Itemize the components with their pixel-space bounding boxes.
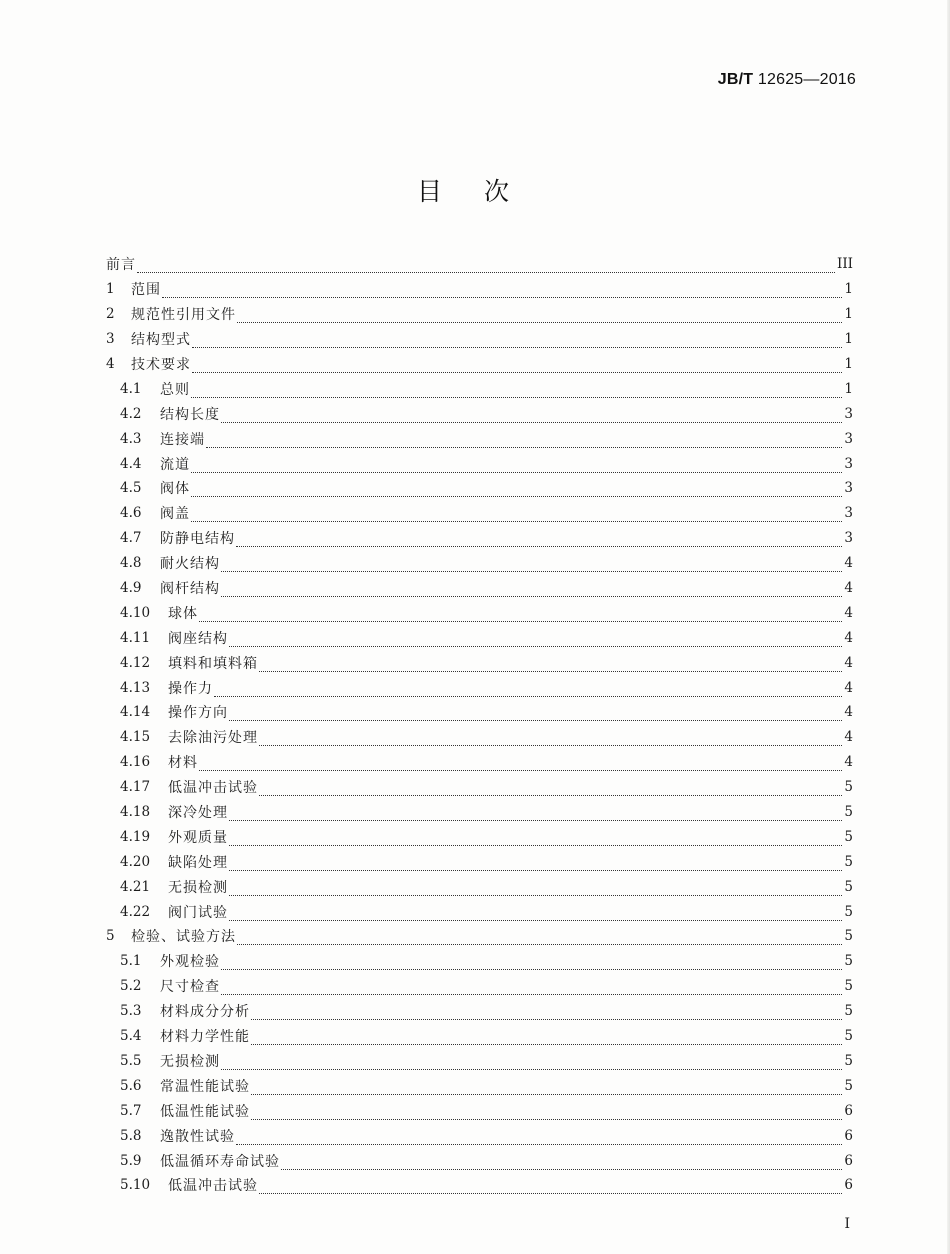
toc-entry-label: 尺寸检查 [160,979,220,996]
toc-entry-label: 结构型式 [131,332,191,349]
toc-entry[interactable] [106,426,853,451]
toc-entry-number: 4.11 [120,629,151,646]
toc-entry[interactable] [106,576,853,601]
toc-entry-label: 球体 [168,605,198,622]
toc-entry[interactable] [106,625,853,650]
toc-entry-label: 常温性能试验 [160,1078,250,1095]
toc-entry-page: 4 [844,604,853,621]
toc-entry-label: 低温循环寿命试验 [160,1153,280,1170]
toc-leader-dots [206,438,842,448]
toc-entry-number: 4.15 [120,729,151,746]
toc-entry-label: 材料 [168,755,198,772]
toc-leader-dots [191,463,842,473]
toc-leader-dots [191,512,842,522]
toc-entry-number: 4.6 [120,505,142,522]
toc-entry-number: 5.10 [120,1177,151,1194]
toc-entry-page: 5 [844,928,853,945]
toc-entry-label: 技术要求 [131,357,191,373]
toc-entry-page: 1 [844,380,853,397]
toc-entry-page: 5 [844,878,853,895]
toc-entry-number: 4.16 [120,754,151,771]
toc-entry[interactable] [106,277,853,302]
toc-entry-page: 4 [844,580,853,597]
standard-prefix: JB/T [717,71,754,88]
toc-entry-number: 5.3 [120,1003,142,1020]
toc-entry-number: 4.22 [120,903,151,920]
toc-entry-page: 5 [844,853,853,870]
toc-entry-label: 外观检验 [160,954,220,971]
toc-entry-label: 阀座结构 [168,630,228,647]
toc-entry-page: 3 [844,455,853,472]
toc-leader-dots [237,935,842,945]
toc-entry[interactable] [106,924,853,949]
page-title: 目次 [416,177,551,206]
toc-entry-number: 4.21 [120,878,151,895]
toc-entry-label: 连接端 [160,431,205,448]
toc-leader-dots [251,1110,842,1120]
toc-entry-number: 4.8 [120,555,142,572]
toc-entry-label: 耐火结构 [160,556,220,573]
toc-entry-page: III [837,256,853,273]
toc-leader-dots [199,761,842,771]
toc-entry[interactable] [106,376,853,401]
toc-entry-label: 阀杆结构 [160,581,220,598]
toc-entry-number: 5.1 [120,953,142,970]
toc-entry-label: 检验、试验方法 [131,929,236,946]
toc-entry-page: 4 [844,754,853,771]
toc-entry[interactable] [106,252,853,277]
toc-entry[interactable] [106,849,853,874]
toc-entry-number: 4.5 [120,480,142,497]
toc-leader-dots [259,1184,842,1194]
toc-entry[interactable] [106,1073,853,1098]
toc-entry[interactable] [106,675,853,700]
toc-leader-dots [229,886,842,896]
toc-entry-label: 材料成分分析 [160,1004,250,1021]
toc-leader-dots [251,1085,842,1095]
toc-entry-label: 低温性能试验 [160,1103,250,1120]
toc-entry-label: 低温冲击试验 [168,1178,258,1195]
toc-entry-page: 5 [844,1003,853,1020]
toc-entry-number: 5.2 [120,978,142,995]
toc-entry[interactable] [106,1049,853,1074]
toc-entry-page: 1 [844,331,853,348]
toc-leader-dots [221,562,842,572]
toc-leader-dots [221,985,842,995]
toc-entry-label: 逸散性试验 [160,1128,235,1145]
toc-leader-dots [214,687,842,697]
toc-entry-number: 5.8 [120,1127,142,1144]
toc-entry[interactable] [106,352,853,377]
toc-entry-page: 3 [844,505,853,522]
table-of-contents [106,252,853,1198]
toc-leader-dots [221,587,842,597]
toc-leader-dots [229,861,842,871]
toc-entry-label: 总则 [160,381,190,398]
toc-entry[interactable] [106,750,853,775]
toc-entry-number: 4.13 [120,679,151,696]
toc-entry-page: 5 [844,1077,853,1094]
toc-leader-dots [192,338,842,348]
toc-entry[interactable] [106,800,853,825]
toc-entry-page: 5 [844,903,853,920]
toc-entry-page: 5 [844,978,853,995]
toc-leader-dots [259,786,842,796]
toc-entry-page: 5 [844,779,853,796]
toc-entry-page: 4 [844,704,853,721]
toc-entry[interactable] [106,974,853,999]
standard-number: 12625—2016 [757,71,856,88]
toc-leader-dots [259,662,842,672]
toc-entry-page: 1 [844,306,853,323]
toc-leader-dots [229,637,842,647]
toc-leader-dots [229,811,842,821]
toc-entry-number: 4.20 [120,853,151,870]
toc-entry-label: 阀盖 [160,506,190,523]
toc-entry-page: 4 [844,679,853,696]
toc-entry[interactable] [106,1173,853,1198]
toc-entry-number: 5.9 [120,1152,142,1169]
toc-entry-number: 4.10 [120,604,151,621]
toc-entry-label: 缺陷处理 [168,854,228,871]
toc-entry-page: 1 [844,281,853,298]
toc-leader-dots [221,1060,842,1070]
toc-entry-number: 4.19 [120,828,151,845]
toc-entry-number: 3 [106,331,115,348]
toc-entry-page: 3 [844,430,853,447]
toc-entry-page: 5 [844,1052,853,1069]
toc-entry-page: 6 [844,1152,853,1169]
toc-entry-number: 4.2 [120,405,142,422]
toc-entry-label: 操作力 [168,680,213,697]
toc-entry-number: 4.18 [120,804,151,821]
toc-entry-number: 4 [106,356,115,372]
toc-entry-label: 结构长度 [160,406,220,423]
toc-leader-dots [191,487,842,497]
toc-entry[interactable] [106,775,853,800]
toc-entry-page: 6 [844,1102,853,1119]
toc-entry-label: 操作方向 [168,705,228,722]
toc-entry-label: 范围 [131,282,161,299]
toc-leader-dots [229,711,842,721]
toc-entry-number: 4.1 [120,380,142,397]
standard-code [718,71,856,89]
toc-leader-dots [221,960,842,970]
toc-leader-dots [229,836,842,846]
toc-entry-label: 阀门试验 [168,904,228,921]
toc-entry[interactable] [106,899,853,924]
toc-entry[interactable] [106,700,853,725]
toc-entry-page: 3 [844,480,853,497]
toc-leader-dots [192,363,842,373]
toc-entry-label: 填料和填料箱 [168,655,258,672]
toc-entry-page: 4 [844,654,853,671]
toc-entry-label: 防静电结构 [160,531,235,548]
toc-entry-label: 去除油污处理 [168,730,258,747]
toc-entry-page: 4 [844,729,853,746]
toc-leader-dots [191,388,842,398]
toc-entry-label: 规范性引用文件 [131,307,236,324]
toc-entry-page: 4 [844,629,853,646]
toc-leader-dots [236,1135,842,1145]
toc-entry[interactable] [106,725,853,750]
toc-entry[interactable] [106,1098,853,1123]
toc-entry-number: 4.3 [120,430,142,447]
toc-leader-dots [251,1010,842,1020]
toc-entry[interactable] [106,1123,853,1148]
toc-entry-number: 4.12 [120,654,151,671]
toc-entry-label: 无损检测 [160,1053,220,1070]
toc-entry-number: 1 [106,281,115,298]
toc-entry-label: 阀体 [160,481,190,498]
toc-entry[interactable] [106,327,853,352]
toc-leader-dots [137,263,835,273]
toc-entry-number: 5.7 [120,1102,142,1119]
toc-entry-page: 1 [844,356,853,372]
toc-leader-dots [236,537,842,547]
toc-entry-label: 无损检测 [168,879,228,896]
toc-entry[interactable] [106,999,853,1024]
toc-entry[interactable] [106,302,853,327]
toc-entry-number: 4.9 [120,580,142,597]
toc-entry-number: 4.4 [120,455,142,472]
toc-entry-label: 材料力学性能 [160,1029,250,1046]
toc-entry-page: 5 [844,953,853,970]
toc-entry-number: 5.6 [120,1077,142,1094]
toc-entry[interactable] [106,551,853,576]
toc-entry-page: 3 [844,530,853,547]
toc-entry-number: 4.14 [120,704,151,721]
toc-entry-page: 5 [844,804,853,821]
toc-entry[interactable] [106,526,853,551]
toc-entry-page: 5 [844,1028,853,1045]
toc-entry-number: 5 [106,928,115,945]
toc-entry[interactable] [106,401,853,426]
toc-entry-label: 前言 [106,257,136,274]
toc-entry[interactable] [106,476,853,501]
toc-leader-dots [221,413,842,423]
toc-leader-dots [199,612,842,622]
toc-leader-dots [281,1160,842,1170]
toc-entry[interactable] [106,650,853,675]
toc-entry[interactable] [106,600,853,625]
toc-entry-page: 5 [844,828,853,845]
toc-entry[interactable] [106,451,853,476]
toc-entry-number: 2 [106,306,115,323]
toc-entry-label: 深冷处理 [168,805,228,822]
toc-entry-page: 3 [844,405,853,422]
toc-entry-number: 5.5 [120,1052,142,1069]
toc-entry-number: 4.7 [120,530,142,547]
page-number: I [844,1216,850,1232]
toc-entry-number: 5.4 [120,1028,142,1045]
toc-entry[interactable] [106,874,853,899]
toc-entry[interactable] [106,501,853,526]
toc-entry-page: 6 [844,1177,853,1194]
toc-entry[interactable] [106,824,853,849]
toc-leader-dots [251,1035,842,1045]
toc-entry-page: 4 [844,555,853,572]
toc-entry-number: 4.17 [120,779,151,796]
toc-entry-label: 低温冲击试验 [168,780,258,797]
toc-entry[interactable] [106,949,853,974]
toc-entry-label: 外观质量 [168,829,228,846]
toc-leader-dots [229,911,842,921]
toc-entry-label: 流道 [160,456,190,473]
toc-leader-dots [237,313,842,323]
toc-leader-dots [259,736,842,746]
toc-entry[interactable] [106,1148,853,1173]
toc-entry[interactable] [106,1024,853,1049]
toc-entry-page: 6 [844,1127,853,1144]
toc-leader-dots [162,288,842,298]
